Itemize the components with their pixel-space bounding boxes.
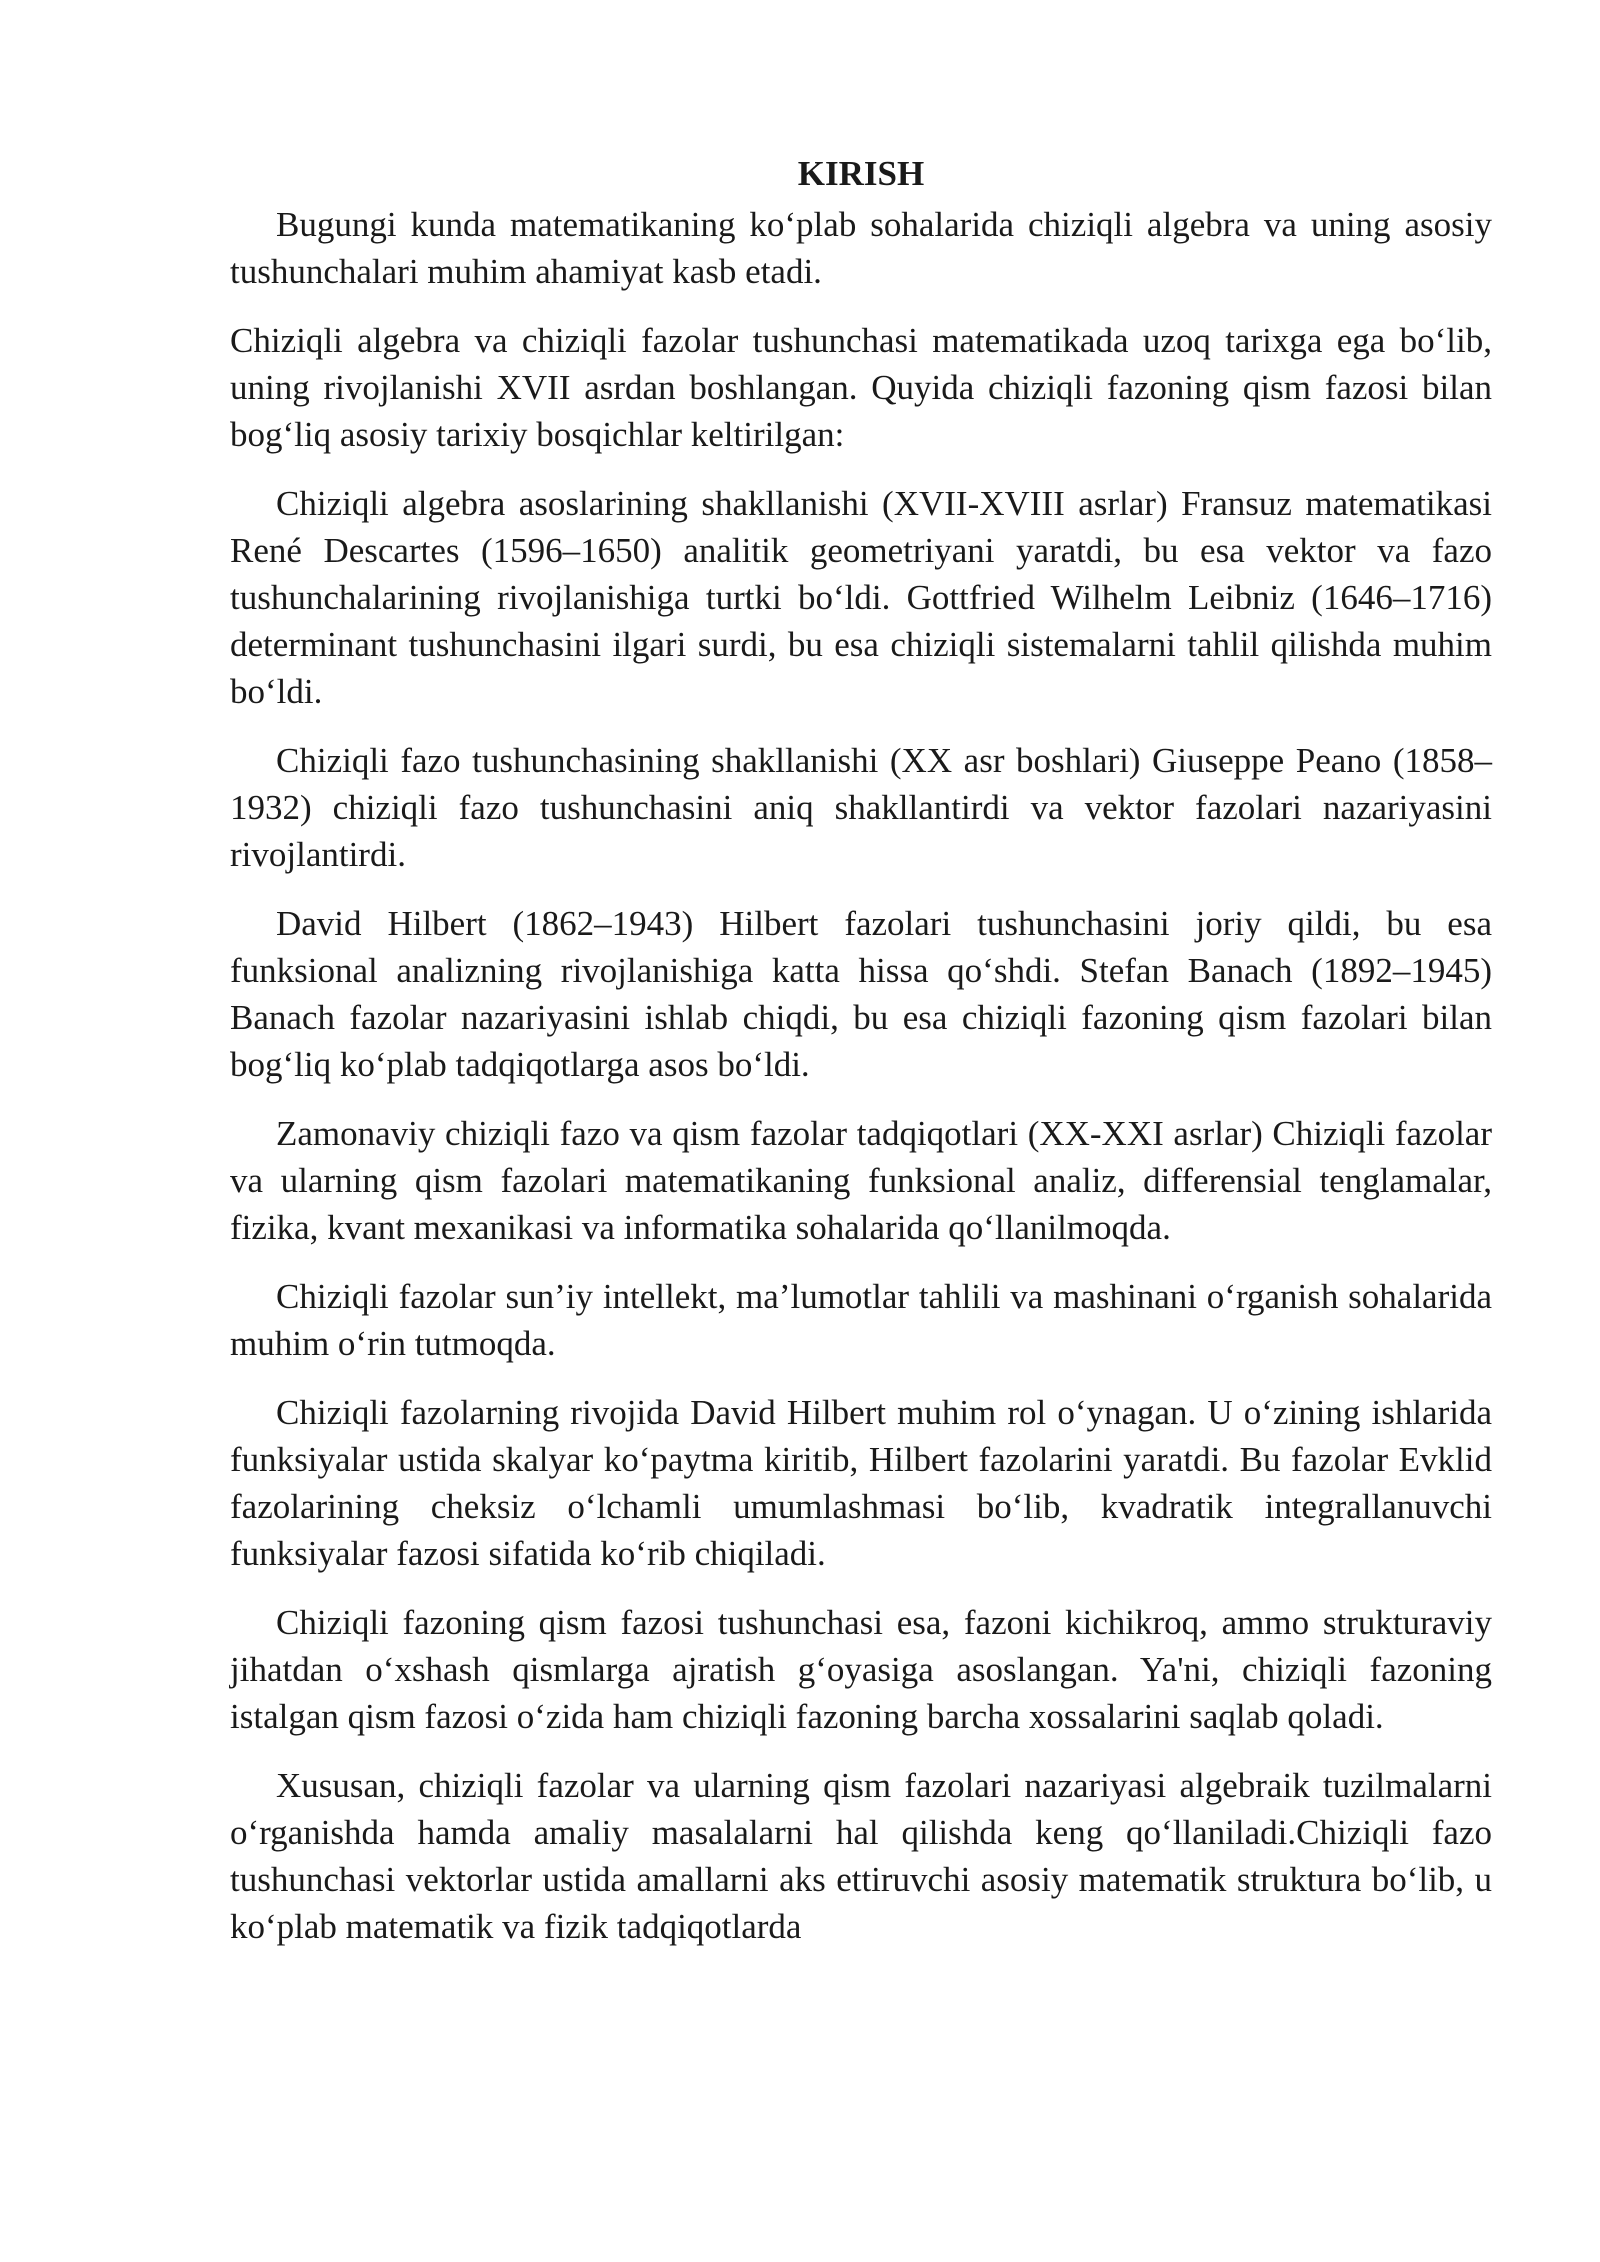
paragraph-conclusion: Xususan, chiziqli fazolar va ularning qism fazolari nazariyasi algebraik tuzilmalarni o‘rganishda hamda amaliy masalalarni hal qilishda keng qo‘llaniladi.Chiziqli fazo tushunchasi vektorlar ustida amallarni aks ettiruvchi asosiy matematik struktura bo‘lib, u ko‘plab matematik va fizik tadqiqotlarda [230,1766,1492,1946]
paragraph-subspace-concept: Chiziqli fazoning qism fazosi tushunchasi esa, fazoni kichikroq, ammo strukturaviy jihatdan o‘xshash qismlarga ajratish g‘oyasiga asoslangan. Ya'ni, chiziqli fazoning istalgan qism fazosi o‘zida ham chiziqli fazoning barcha xossalarini saqlab qoladi. [230,1603,1492,1736]
document-page [230,150,1492,1972]
paragraph-algebra-foundations: Chiziqli algebra asoslarining shakllanishi (XVII-XVIII asrlar) Fransuz matematikasi René Descartes (1596–1650) analitik geometriyani yaratdi, bu esa vektor va fazo tushunchalarining rivojlanishiga turtki bo‘ldi. Gottfried Wilhelm Leibniz (1646–1716) determinant tushunchasini ilgari surdi, bu esa chiziqli sistemalarni tahlil qilishda muhim bo‘ldi. [230,484,1492,711]
paragraph-hilbert-banach: David Hilbert (1862–1943) Hilbert fazolari tushunchasini joriy qildi, bu esa funksional analizning rivojlanishiga katta hissa qo‘shdi. Stefan Banach (1892–1945) Banach fazolar nazariyasini ishlab chiqdi, bu esa chiziqli fazoning qism fazolari bilan bog‘liq ko‘plab tadqiqotlarga asos bo‘ldi. [230,904,1492,1084]
paragraph-history-overview: Chiziqli algebra va chiziqli fazolar tushunchasi matematikada uzoq tarixga ega bo‘lib, uning rivojlanishi XVII asrdan boshlangan. Quyida chiziqli fazoning qism fazosi bilan bog‘liq asosiy tarixiy bosqichlar keltirilgan: [230,321,1492,454]
page-title: KIRISH [797,154,925,193]
paragraph-linear-space-formation: Chiziqli fazo tushunchasining shakllanishi (XX asr boshlari) Giuseppe Peano (1858–1932) chiziqli fazo tushunchasini aniq shakllantirdi va vektor fazolari nazariyasini rivojlantirdi. [230,741,1492,874]
paragraph-modern-research: Zamonaviy chiziqli fazo va qism fazolar tadqiqotlari (XX-XXI asrlar) Chiziqli fazolar va ularning qism fazolari matematikaning funksional analiz, differensial tenglamalar, fizika, kvant mexanikasi va informatika sohalarida qo‘llanilmoqda. [230,1114,1492,1247]
paragraph-intro: Bugungi kunda matematikaning ko‘plab sohalarida chiziqli algebra va uning asosiy tushunchalari muhim ahamiyat kasb etadi. [230,205,1492,291]
paragraph-ai-applications: Chiziqli fazolar sun’iy intellekt, ma’lumotlar tahlili va mashinani o‘rganish sohalarida muhim o‘rin tutmoqda. [230,1277,1492,1363]
paragraph-hilbert-role: Chiziqli fazolarning rivojida David Hilbert muhim rol o‘ynagan. U o‘zining ishlarida funksiyalar ustida skalyar ko‘paytma kiritib, Hilbert fazolarini yaratdi. Bu fazolar Evklid fazolarining cheksiz o‘lchamli umumlashmasi bo‘lib, kvadratik integrallanuvchi funksiyalar fazosi sifatida ko‘rib chiqiladi. [230,1393,1492,1573]
